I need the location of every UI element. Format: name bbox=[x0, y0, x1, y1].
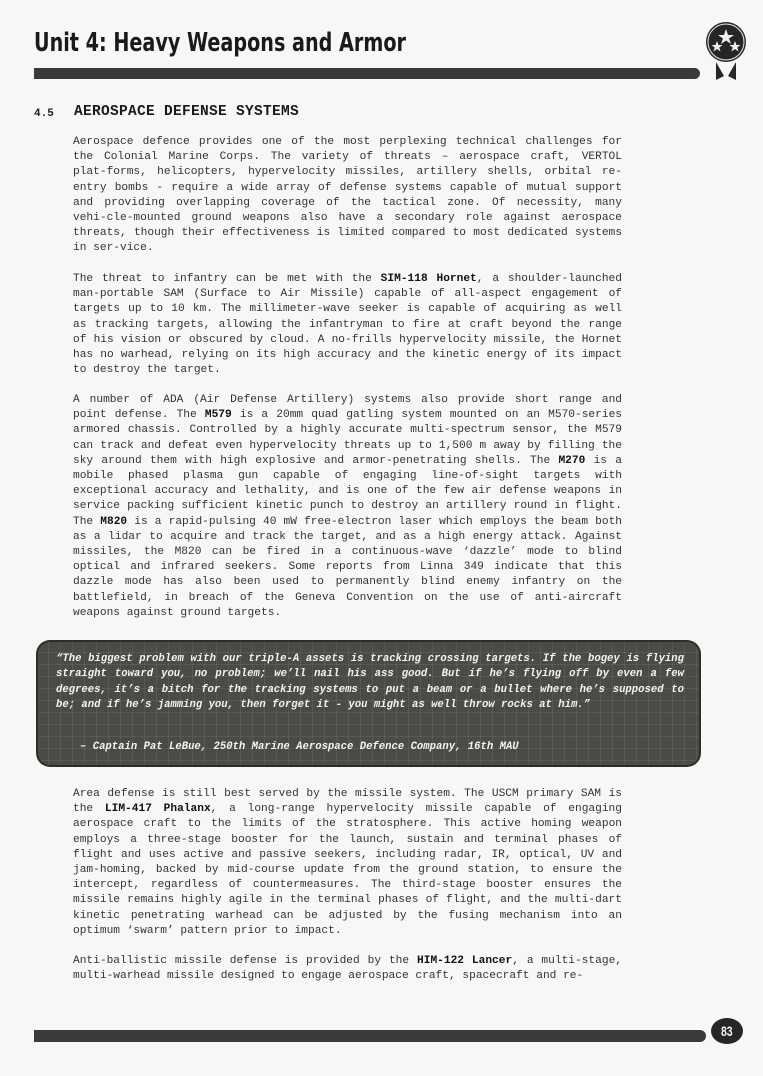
paragraph-text: , a shoulder-launched man-portable SAM (Surface to Air Missile) capable of all-aspect engagement of targets up to 10 km. The millimeter-wave seeker is capable of acquiring as well as tracking targets, allowing the infantryman to fire at craft beyond the range of his vision or obscured by cloud. A no-frills hypervelocity missile, the Hornet has no warhead, relying on its high accuracy and the kinetic energy of its impact to destroy the target. bbox=[73, 273, 622, 377]
emblem-base-icon bbox=[714, 62, 738, 80]
paragraph-hornet bbox=[73, 272, 622, 378]
pull-quote-text: “The biggest problem with our triple-A assets is tracking crossing targets. If the bogey is flying straight toward you, no problem; we’ll nail his ass good. But if he’s flying off by even a few degrees, it’s a bitch for the tracking systems to put a beam or a bullet where he’s supposed to be; and if he’s jamming you, then forget it - you might as well throw rocks at him.” bbox=[56, 653, 684, 711]
page-number: 83 bbox=[721, 1023, 733, 1039]
paragraph-lancer bbox=[73, 954, 622, 984]
paragraph-text: , a multi-stage, multi-warhead missile designed to engage aerospace craft, spacecraft and re- bbox=[73, 955, 622, 983]
weapon-name: M820 bbox=[100, 515, 128, 528]
page-header-title: Unit 4: Heavy Weapons and Armor bbox=[34, 28, 406, 58]
paragraph-text: Area defense is still best served by the missile system. The USCM primary SAM is the bbox=[73, 788, 622, 816]
weapon-name: LIM-417 Phalanx bbox=[104, 803, 211, 816]
section-title: AEROSPACE DEFENSE SYSTEMS bbox=[74, 104, 300, 120]
pull-quote-box bbox=[36, 640, 701, 767]
weapon-name: HIM-122 Lancer bbox=[417, 955, 513, 967]
paragraph-phalanx bbox=[73, 787, 622, 939]
paragraph-text: is a mobile phased plasma gun capable of engaging line-of-sight targets with exceptional accuracy and lethality, and is one of the few air defense weapons in service packing sufficient kinetic punch to destroy an artillery round in flight. The bbox=[73, 454, 622, 528]
pull-quote-attribution: – Captain Pat LeBue, 250th Marine Aerospace Defence Company, 16th MAU bbox=[80, 741, 519, 753]
paragraph-text: is a 20mm quad gatling system mounted on an M570-series armored chassis. Controlled by a highly accurate multi-spectrum sensor, the M579 can track and defeat even hypervelocity threats up to 1,500 m away by filling the sky around them with high explosive and armor-penetrating shells. The bbox=[73, 409, 622, 467]
paragraph-ada bbox=[73, 393, 622, 621]
weapon-name: SIM-118 Hornet bbox=[380, 273, 477, 285]
paragraph-text: Aerospace defence provides one of the most perplexing technical challenges for the Colonial Marine Corps. The variety of threats – aerospace craft, VERTOL plat-forms, helicopters, hypervelocity missiles, artillery shells, orbital re-entry bombs - require a wide array of defense systems capable of mutual support and providing overlapping coverage of the tactical zone. Of necessity, many vehi-cle-mounted ground weapons also have a secondary role against aerospace threats, though their effectiveness is limited compared to most dedicated systems in ser-vice. bbox=[73, 136, 622, 255]
page-number-badge bbox=[711, 1018, 743, 1044]
paragraph-text: is a rapid-pulsing 40 mW free-electron laser which employs the beam both as a lidar to acquire and track the target, and as a high energy attack. Against missiles, the M820 can be fired in a continuous-wave ‘dazzle’ mode to blind optical and infrared seekers. Some reports from Linna 349 indicate that this dazzle mode has also been used to permanently blind enemy infantry on the battlefield, in breach of the Geneva Convention on the use of anti-aircraft weapons against ground targets. bbox=[73, 515, 623, 619]
section-number: 4.5 bbox=[34, 108, 54, 120]
paragraph-text: , a long-range hypervelocity missile capable of engaging aerospace craft to the limits of the stratosphere. This active homing weapon employs a three-stage booster for the launch, sustain and terminal phases of flight and uses active and passive seekers, including radar, IR, optical, UV and jam-homing, backed by mid-course update from the ground station, to ensure the intercept, regardless of countermeasures. The third-stage booster ensures the missile remains highly agile in the terminal phases of flight, and the multi-dart kinetic penetrating warhead can be adjusted by the fusing mechanism into an optimum ‘swarm’ pattern prior to impact. bbox=[73, 803, 622, 937]
paragraph-intro bbox=[73, 135, 622, 257]
paragraph-text: Anti-ballistic missile defense is provided by the bbox=[73, 955, 418, 967]
weapon-name: M270 bbox=[558, 454, 586, 467]
footer-rule bbox=[34, 1030, 706, 1042]
paragraph-text: The threat to infantry can be met with the bbox=[73, 273, 381, 285]
weapon-name: M579 bbox=[204, 409, 232, 422]
usmc-emblem-icon bbox=[706, 22, 746, 62]
header-rule bbox=[34, 68, 700, 79]
paragraph-text: A number of ADA (Air Defense Artillery) systems also provide short range and point defense. The bbox=[73, 394, 622, 422]
